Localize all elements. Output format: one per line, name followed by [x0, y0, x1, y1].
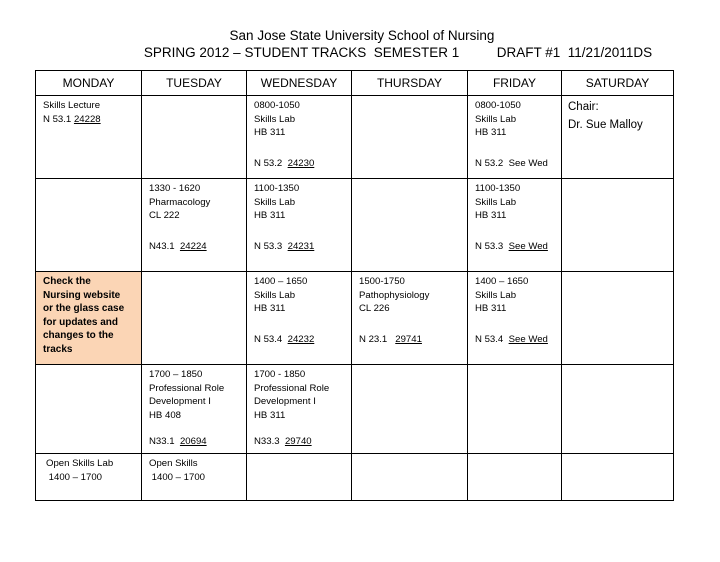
cell-thursday-r3 [352, 272, 468, 365]
schedule-table [35, 70, 674, 501]
cell-friday-r5 [468, 454, 562, 501]
day-header-friday: FRIDAY [468, 71, 562, 96]
cell-tuesday-r2 [142, 179, 247, 272]
cell-wednesday-r3 [247, 272, 352, 365]
course-number: N 53.4 [475, 334, 509, 345]
cell-monday-r4 [36, 365, 142, 454]
course-code: 24232 [287, 334, 315, 345]
course-note: See Wed [508, 241, 548, 252]
course-number: N43.1 [149, 241, 180, 252]
table-row [36, 272, 674, 365]
course-number: N 23.1 [359, 334, 396, 345]
course-code: 29740 [284, 436, 312, 447]
course-code: 24230 [287, 158, 315, 169]
cell-text: 1700 - 1850 Professional Role Development I HB 311 [254, 369, 330, 421]
cell-thursday-r1 [352, 96, 468, 179]
course-number: N33.1 [149, 436, 180, 447]
cell-saturday-r4 [562, 365, 674, 454]
cell-friday-r1 [468, 96, 562, 179]
cell-text: Open Skills 1400 – 1700 [149, 458, 206, 483]
cell-thursday-r5 [352, 454, 468, 501]
cell-text: 1500-1750 Pathophysiology CL 226 [359, 276, 430, 314]
cell-tuesday-r1 [142, 96, 247, 179]
day-header-wednesday: WEDNESDAY [247, 71, 352, 96]
cell-wednesday-r5 [247, 454, 352, 501]
course-note: See Wed [508, 334, 548, 345]
course-number: N 53.2 [254, 158, 288, 169]
cell-text: Open Skills Lab 1400 – 1700 [46, 458, 114, 483]
course-number: N33.3 [254, 436, 285, 447]
cell-text: 1700 – 1850 Professional Role Development I HB 408 [149, 369, 225, 421]
notice-text: Check the Nursing website or the glass case for updates and changes to the tracks [43, 276, 125, 355]
cell-saturday-r5 [562, 454, 674, 501]
table-row [36, 179, 674, 272]
cell-saturday-r2 [562, 179, 674, 272]
course-code: 24224 [179, 241, 207, 252]
cell-text: 1100-1350 Skills Lab HB 311 [254, 183, 300, 221]
page-subtitle: SPRING 2012 – STUDENT TRACKS SEMESTER 1 DRAFT #1 11/21/2011DS [143, 45, 653, 60]
cell-monday-r2 [36, 179, 142, 272]
course-number: N 53.2 [475, 158, 509, 169]
chair-info: Chair: Dr. Sue Malloy [568, 101, 643, 131]
cell-thursday-r2 [352, 179, 468, 272]
cell-friday-r2 [468, 179, 562, 272]
course-number: N 53.3 [254, 241, 288, 252]
cell-saturday-r3 [562, 272, 674, 365]
cell-friday-r3 [468, 272, 562, 365]
cell-text: 1100-1350 Skills Lab HB 311 [475, 183, 521, 221]
cell-text: 1330 - 1620 Pharmacology CL 222 [149, 183, 211, 221]
day-header-tuesday: TUESDAY [142, 71, 247, 96]
table-row [36, 365, 674, 454]
cell-text: Skills Lecture N 53.1 [43, 100, 101, 125]
course-code: 20694 [179, 436, 207, 447]
cell-saturday-r1 [562, 96, 674, 179]
day-header-thursday: THURSDAY [352, 71, 468, 96]
cell-tuesday-r4 [142, 365, 247, 454]
page-title: San Jose State University School of Nursing [229, 28, 495, 43]
header-row [36, 71, 674, 96]
course-note: See Wed [508, 158, 548, 169]
cell-wednesday-r4 [247, 365, 352, 454]
cell-monday-r5 [36, 454, 142, 501]
table-row [36, 96, 674, 179]
day-header-saturday: SATURDAY [562, 71, 674, 96]
cell-tuesday-r3 [142, 272, 247, 365]
cell-friday-r4 [468, 365, 562, 454]
course-code: 24228 [73, 113, 101, 125]
cell-monday-r1 [36, 96, 142, 179]
cell-wednesday-r2 [247, 179, 352, 272]
day-header-monday: MONDAY [36, 71, 142, 96]
course-number: N 53.3 [475, 241, 509, 252]
course-code: 29741 [395, 334, 422, 345]
cell-thursday-r4 [352, 365, 468, 454]
cell-wednesday-r1 [247, 96, 352, 179]
course-code: 24231 [287, 241, 315, 252]
cell-text: 1400 – 1650 Skills Lab HB 311 [475, 276, 529, 314]
cell-tuesday-r5 [142, 454, 247, 501]
cell-text: 0800-1050 Skills Lab HB 311 [254, 100, 300, 138]
course-number: N 53.4 [254, 334, 288, 345]
cell-text: 1400 – 1650 Skills Lab HB 311 [254, 276, 308, 314]
cell-text: 0800-1050 Skills Lab HB 311 [475, 100, 521, 138]
table-row [36, 454, 674, 501]
notice-cell [36, 272, 142, 365]
